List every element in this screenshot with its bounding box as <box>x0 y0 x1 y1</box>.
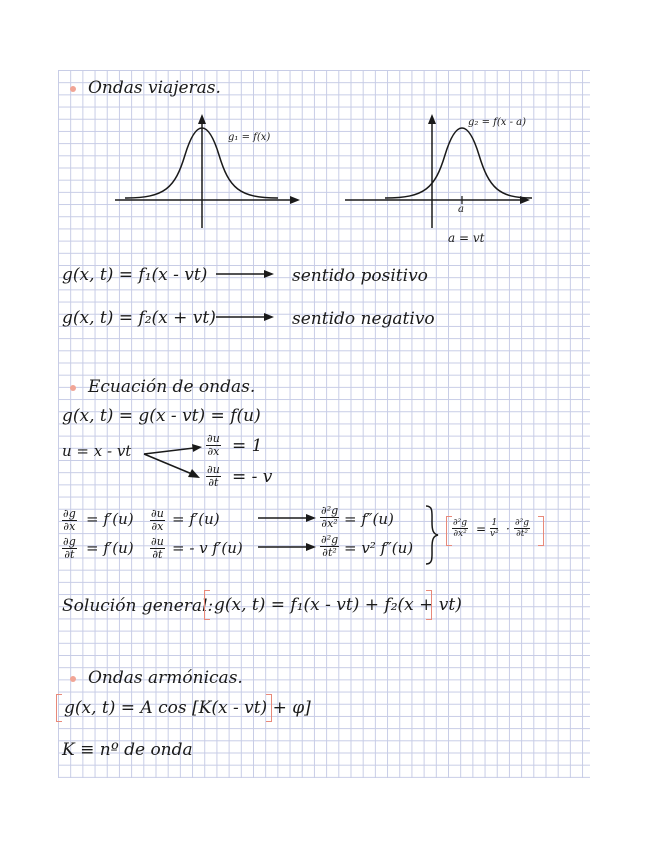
fraction-1-v2: $\frac{1}{\text{v²}}$ <box>490 518 499 539</box>
row2-fprime: = f′(u) <box>86 539 134 557</box>
arrow-right <box>216 311 276 323</box>
u-definition: u = x - vt <box>62 442 132 460</box>
arrow-right <box>258 512 318 524</box>
arrow-right <box>258 541 318 553</box>
fraction-d2g-dt2: $\frac{\text{∂²g}}{\text{∂t²}}$ <box>321 533 339 559</box>
curly-brace <box>424 504 440 566</box>
graph-gaussian-2 <box>340 110 540 230</box>
fraction-d2g-dx2: $\frac{\text{∂²g}}{\text{∂x²}}$ <box>321 504 339 530</box>
bullet-dot <box>70 86 76 92</box>
label-g2: g₂ = f(x - a) <box>468 117 526 128</box>
wave-eq-dot: · <box>506 522 510 536</box>
section-title-armonicas: Ondas armónicas. <box>88 668 243 688</box>
label-a-equals-vt: a = vt <box>448 231 485 245</box>
fraction-du-dx-row1: $\frac{\partial u}{\partial x}$ <box>151 507 164 533</box>
box-right-bracket <box>538 516 544 546</box>
label-a: a <box>458 204 464 215</box>
du-dx-value: = 1 <box>232 436 263 456</box>
row1-fprime: = f′(u) <box>86 510 134 528</box>
fraction-du-dt: $\frac{\partial u}{\partial t}$ <box>207 463 220 489</box>
general-solution-label: Solución general: <box>62 596 214 616</box>
box-right-bracket <box>266 694 272 722</box>
bullet-dot <box>70 676 76 682</box>
graph-gaussian-1 <box>110 110 310 230</box>
general-solution-equation: g(x, t) = f₁(x - vt) + f₂(x + vt) <box>214 595 462 615</box>
row2-result: = - v f′(u) <box>172 539 243 557</box>
gaussian-curve-2 <box>385 128 532 198</box>
y-axis-arrow <box>428 114 436 124</box>
row1-result: = f′(u) <box>172 510 220 528</box>
y-axis-arrow <box>198 114 206 124</box>
bullet-dot <box>70 385 76 391</box>
fraction-du-dx: $\frac{\partial u}{\partial x}$ <box>207 432 220 458</box>
branch-arrows <box>142 440 206 484</box>
du-dt-value: = - v <box>232 467 273 487</box>
fraction-du-dt-row2: $\frac{\partial u}{\partial t}$ <box>151 535 164 561</box>
row2-second-derivative: = v² f″(u) <box>344 539 414 557</box>
fraction-d2g-dx2-boxed: $\frac{\text{∂²g}}{\text{∂x²}}$ <box>453 518 468 539</box>
direction-negative: sentido negativo <box>292 309 435 329</box>
section-title-ondas-viajeras: Ondas viajeras. <box>88 78 221 98</box>
label-g1: g₁ = f(x) <box>228 132 271 143</box>
equation-negative: g(x, t) = f₂(x + vt) <box>62 308 216 328</box>
harmonic-equation: g(x, t) = A cos [K(x - vt) + φ] <box>64 698 311 718</box>
fraction-dg-dt: $\frac{\partial g}{\partial t}$ <box>63 535 76 561</box>
box-right-bracket <box>426 590 432 620</box>
fraction-dg-dx: $\frac{\partial g}{\partial x}$ <box>63 507 76 533</box>
box-left-bracket <box>56 694 62 722</box>
fraction-d2g-dt2-boxed: $\frac{\text{∂²g}}{\text{∂t²}}$ <box>515 518 530 539</box>
wave-eq-equals: = <box>476 522 487 536</box>
box-left-bracket <box>204 590 210 620</box>
equation-positive: g(x, t) = f₁(x - vt) <box>62 265 208 285</box>
equation-g-fu: g(x, t) = g(x - vt) = f(u) <box>62 406 261 426</box>
direction-positive: sentido positivo <box>292 266 428 286</box>
x-axis-arrow <box>290 196 300 204</box>
section-title-ecuacion: Ecuación de ondas. <box>88 377 256 397</box>
row1-second-derivative: = f″(u) <box>344 510 394 528</box>
arrow-right <box>216 268 276 280</box>
k-definition: K ≡ nº de onda <box>62 740 193 760</box>
